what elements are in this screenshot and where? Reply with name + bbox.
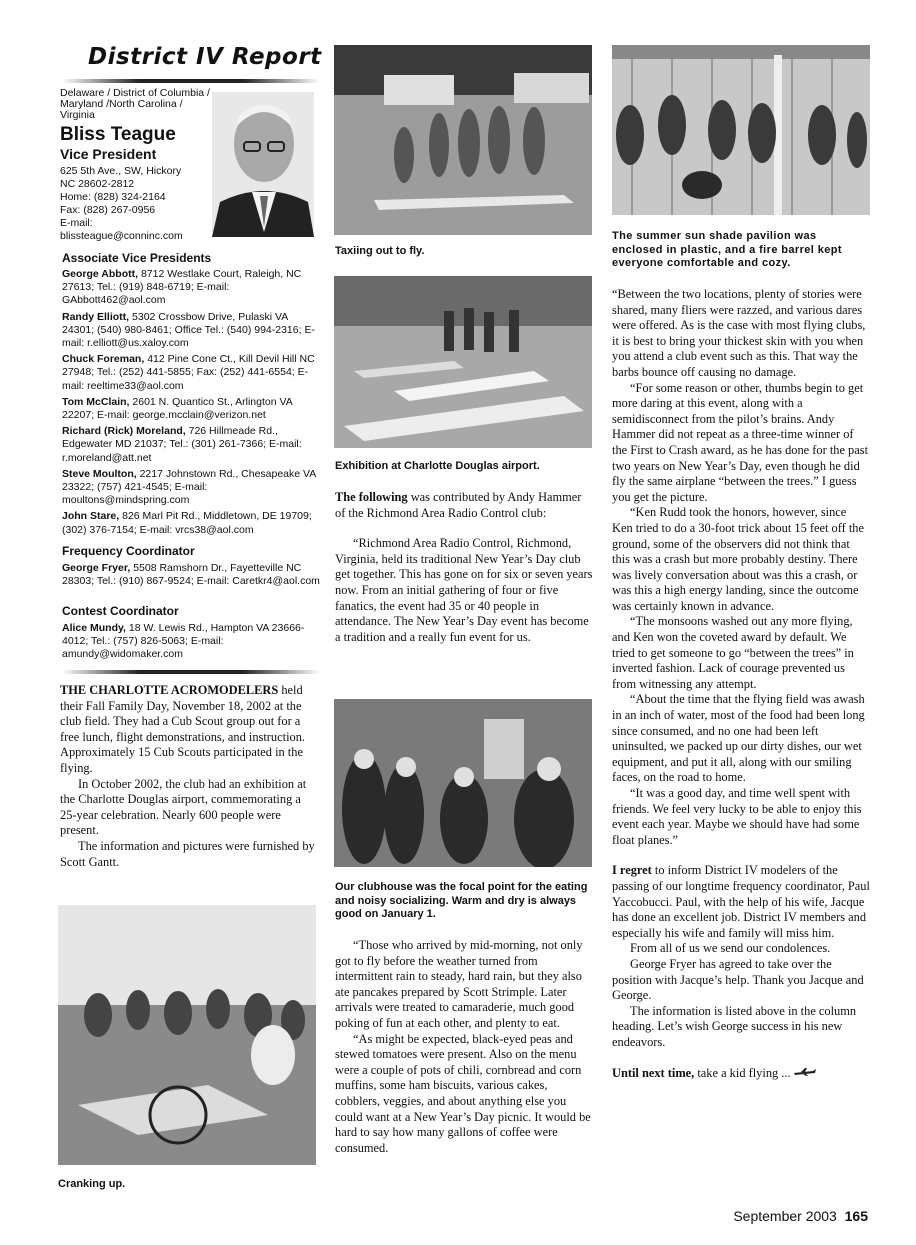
- continued-p1: “Between the two locations, plenty of stories were shared, many fliers were razzed, and various dares were offered. As is the case with most flying clubs, it is best to bring your thickest skin with you when you attend a club event such as this. That way the barbs bounce off causing no damage.: [612, 287, 866, 379]
- richmond-body: [335, 938, 593, 1156]
- continued-p6: “It was a good day, and time well spent with friends. We feel very lucky to be able to enjoy this event each year. Maybe we should have had some float planes.”: [612, 786, 862, 847]
- frequency-details: 5508 Ramshorn Dr., Fayetteville NC 28303; Tel.: (910) 867-9524; E-mail: Caretkr4@aol.com: [62, 562, 320, 588]
- associate-name: Steve Moulton,: [62, 467, 137, 480]
- contest-details: 18 W. Lewis Rd., Hampton VA 23666-4012; Tel.: (757) 826-5063; E-mail: amundy@widomaker.com: [62, 622, 305, 661]
- airplane-icon: [793, 1066, 817, 1082]
- richmond-lead: The following: [335, 490, 408, 504]
- regret-p8: From all of us we send our condolences.: [630, 941, 831, 956]
- associate-details: 2601 N. Quantico St., Arlington VA 22207; E-mail: george.mcclain@verizon.net: [62, 395, 293, 422]
- vp-title: Vice President: [60, 146, 157, 162]
- continued-p4: “The monsoons washed out any more flying, and Ken won the coveted award by default. We tried to get someone to go “between the trees” in inverted fashion. Lack of courage prevented us from witnessing any attempt.: [612, 614, 854, 691]
- associate-entry: [62, 425, 320, 465]
- frequency-section: [62, 544, 322, 588]
- richmond-p3: “Those who arrived by mid-morning, not only got to fly before the weather turned from intermittent rain to steady, hard rain, but they also ate pancakes prepared by Scott Strimple. Later arrivals were treated to camaraderie, much good poking of fun at each other, and plenty to eat.: [335, 938, 583, 1030]
- closing-lead: Until next time,: [612, 1065, 695, 1080]
- page-number: 165: [844, 1208, 868, 1224]
- photo-exhibition: [334, 276, 592, 448]
- richmond-continued: [612, 287, 870, 1081]
- richmond-p2: “Richmond Area Radio Control, Richmond, Virginia, held its traditional New Year’s Day club get together. This has gone on for six or seven years now. From an initial gathering of four or five fanatics, the event had 35 or 40 people in attendance. The New Year’s Day event has become a tradition and a really fun event for us.: [335, 536, 593, 644]
- contest-heading: Contest Coordinator: [62, 604, 179, 618]
- associates-heading: Associate Vice Presidents: [62, 251, 212, 265]
- associate-name: Chuck Foreman,: [62, 353, 145, 366]
- photo-clubhouse: [334, 699, 592, 867]
- richmond-intro: [335, 490, 593, 645]
- contest-name: Alice Mundy,: [62, 622, 126, 634]
- associate-details: 2217 Johnstown Rd., Chesapeake VA 23322; (757) 421-4545; E-mail: moultons@mindspring.com: [62, 467, 316, 507]
- page-title: District IV Report: [88, 44, 322, 70]
- title-rule: [62, 79, 320, 83]
- frequency-entry: [62, 562, 320, 588]
- charlotte-lead: THE CHARLOTTE ACROMODELERS: [60, 683, 279, 697]
- frequency-name: George Fryer,: [62, 562, 131, 574]
- closing-text: take a kid flying ...: [694, 1065, 791, 1080]
- associate-entry: [62, 311, 320, 351]
- continued-p3: “Ken Rudd took the honors, however, since Ken tried to do a 30-foot trick about 15 feet off the ground, some of the observers did not think that this was a crash but more probably destiny. There was lively conversation about was this a crash, or was this a high energy landing, since the outcome was certainly known in advance.: [612, 505, 864, 613]
- charlotte-p3: The information and pictures were furnished by Scott Gantt.: [60, 838, 315, 869]
- photo-cranking-up: [58, 905, 316, 1165]
- page-footer: [733, 1208, 868, 1224]
- caption-exhibition: Exhibition at Charlotte Douglas airport.: [335, 460, 540, 472]
- regret-p7: to inform District IV modelers of the passing of our longtime frequency coordinator, Paul Yaccobucci. Paul, with the help of his wife, Jacque has done an excellent job. District IV members and especially his wife and family will miss him.: [612, 863, 870, 940]
- associate-details: 412 Pine Cone Ct., Kill Devil Hill NC 27948; Tel.: (252) 441-5855; Fax: (252) 441-6554; E-mail: reeltime33@aol.com: [62, 353, 315, 392]
- associate-name: Richard (Rick) Moreland,: [62, 425, 186, 438]
- associate-entry: [62, 510, 320, 536]
- associate-entry: [62, 268, 320, 308]
- continued-p5: “About the time that the flying field was awash in an inch of water, most of the food had been long since consumed, and no one had been left uninsulted, we packed up our dirty dishes, our wet equipment, and put it all, along with our smiling faces, on the road to home.: [612, 692, 865, 785]
- associate-entry: [62, 396, 320, 422]
- caption-taxiing: Taxiing out to fly.: [335, 245, 425, 257]
- associate-details: 5302 Crossbow Drive, Pulaski VA 24301; (540) 980-8461; Office Tel.: (540) 994-2316; E-mail: r.elliott@us.xaloy.com: [62, 310, 315, 350]
- footer-month: September 2003: [733, 1208, 837, 1224]
- vp-name: Bliss Teague: [60, 124, 176, 145]
- associate-details: 726 Hillmeade Rd., Edgewater MD 21037; Tel.: (301) 261-7366; E-mail: r.moreland@att.net: [62, 425, 302, 464]
- district-states: Delaware / District of Columbia / Maryland /North Carolina / Virginia: [60, 87, 210, 121]
- caption-cranking-up: Cranking up.: [58, 1178, 126, 1190]
- continued-p2: “For some reason or other, thumbs begin to get more daring at this event, along with a semidisconnect from the pilot’s brains. Andy Hammer did not repeat as a three-time winner of the First to Crash award, as he has done for the past two years on New Year’s Day, even though he did fly the same airplane “between the trees.” I guess you get the picture.: [612, 380, 869, 504]
- photo-pavilion: [612, 45, 870, 215]
- contest-section: [62, 604, 322, 662]
- caption-clubhouse: Our clubhouse was the focal point for the eating and noisy socializing. Warm and dry is always good on January 1.: [335, 881, 588, 920]
- associate-name: Randy Elliott,: [62, 310, 130, 323]
- vp-portrait: [212, 92, 314, 237]
- associate-details: 8712 Westlake Court, Raleigh, NC 27613; Tel.: (919) 848-6719; E-mail: GAbbott462@aol.com: [62, 268, 302, 307]
- associates-section: [62, 251, 322, 540]
- regret-p9: George Fryer has agreed to take over the position with Jacque’s help. Thank you Jacque and George.: [612, 956, 864, 1003]
- associate-name: John Stare,: [62, 510, 120, 523]
- associate-name: George Abbott,: [62, 268, 139, 280]
- section-rule: [62, 670, 320, 674]
- richmond-p4: “As might be expected, black-eyed peas and stewed tomatoes were present. Also on the menu were a couple of pots of chili, cornbread and corn muffins, some ham biscuits, various cakes, cobblers, veggies, and about anything else you could want at a New Year’s Day picnic. It would be hard to say how many gallons of coffee were consumed.: [335, 1031, 591, 1155]
- charlotte-p2: In October 2002, the club had an exhibition at the Charlotte Douglas airport, commemorating a 25-year celebration. Nearly 600 people were present.: [60, 776, 307, 838]
- charlotte-article: [60, 683, 316, 870]
- associate-entry: [62, 468, 320, 508]
- charlotte-p1: held their Fall Family Day, November 18, 2002 at the club field. They had a Cub Scout group out for a free lunch, flight demonstrations, and instruction. Approximately 15 Cub Scouts participated in the flying.: [60, 683, 306, 775]
- associate-entry: [62, 353, 320, 393]
- photo-taxiing: [334, 45, 592, 235]
- regret-lead: I regret: [612, 863, 652, 878]
- vp-contact: 625 5th Ave., SW, Hickory NC 28602-2812 Home: (828) 324-2164 Fax: (828) 267-0956 E-mail: blissteague@conninc.com: [60, 165, 183, 242]
- richmond-p1: was contributed by Andy Hammer of the Richmond Area Radio Control club:: [335, 490, 582, 520]
- frequency-heading: Frequency Coordinator: [62, 544, 195, 558]
- associate-details: 826 Marl Pit Rd., Middletown, DE 19709; (302) 376-7154; E-mail: vrcs38@aol.com: [62, 510, 312, 536]
- associate-name: Tom McClain,: [62, 395, 130, 408]
- regret-p10: The information is listed above in the column heading. Let’s wish George success in his new endeavors.: [612, 1003, 857, 1049]
- caption-pavilion: The summer sun shade pavilion was enclosed in plastic, and a fire barrel kept everyone comfortable and cozy.: [612, 230, 842, 269]
- contest-entry: [62, 622, 320, 662]
